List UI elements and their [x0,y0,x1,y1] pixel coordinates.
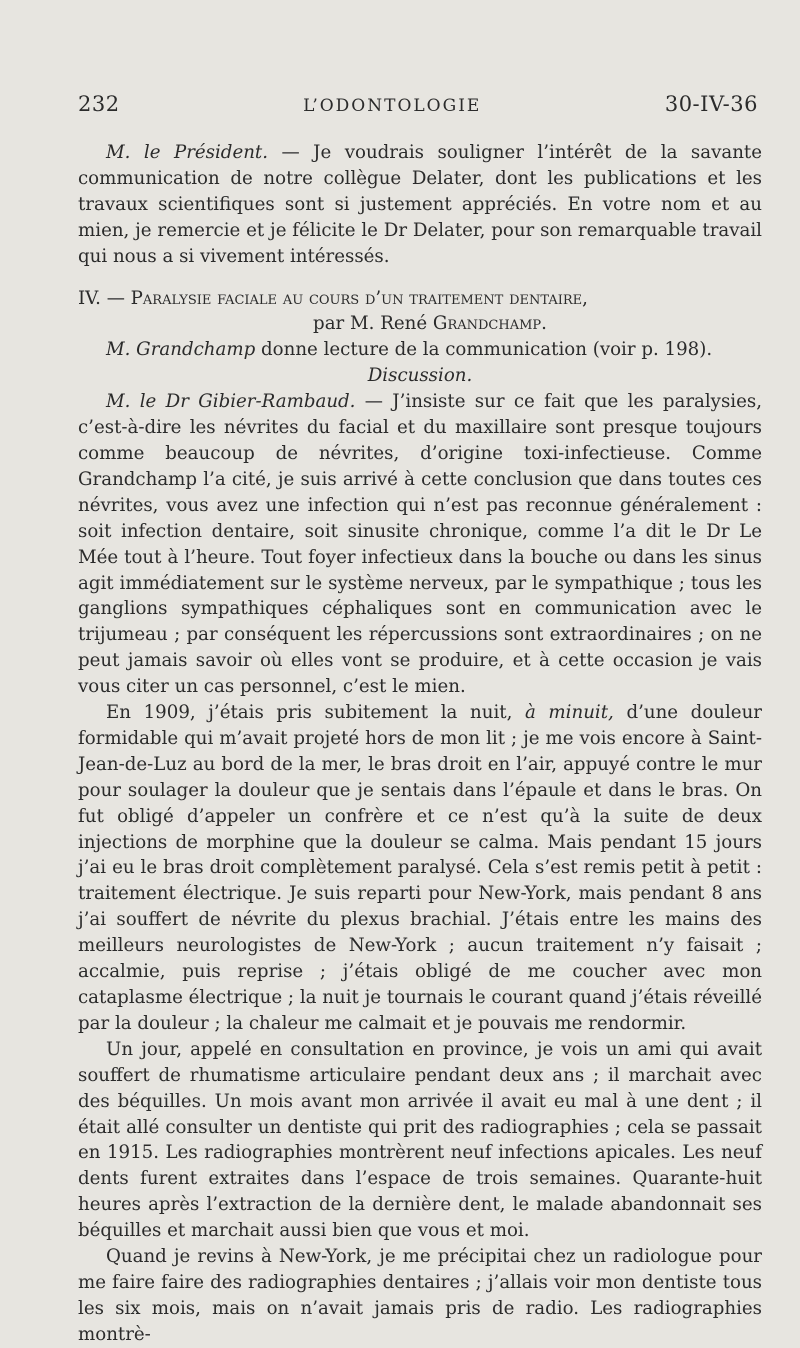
reading-paragraph [78,337,762,363]
discussion-heading: Discussion. [367,365,473,387]
president-paragraph [78,140,762,270]
page-number: 232 [78,92,120,116]
p1909-italic: à minuit, [524,702,614,724]
gibier-text: — J’insiste sur ce fait que les paralysies, c’est-à-dire les névrites du facial et du maxillaire sont presque toujours comme beaucoup de névrites, d’origine toxi-infectieuse. Comme Grandchamp l’a cité, je suis arrivé à cette conclusion que dans toutes ces névrites, vous avez une infection qui n’est pas reconnue généralement : soit infection dentaire, soit sinusite chronique, comme l’a dit le Dr Le Mée tout à l’heure. Tout foyer infectieux dans la bouche ou dans les sinus agit immédiatement sur le système nerveux, par le sympathique ; tous les ganglions sympathiques céphaliques sont en communication avec le trijumeau ; par conséquent les répercussions sont extraordinaires ; on ne peut jamais savoir où elles vont se produire, et à cette occasion je vais vous citer un cas personnel, c’est le mien. [78,391,762,698]
issue-date: 30-IV-36 [664,92,758,116]
speaker-president: M. le Président. [106,142,269,163]
body-text [78,140,762,1348]
paragraph-return: Quand je revins à New-York, je me précipitai chez un radiologue pour me faire faire des radiographies dentaires ; j’allais voir mon dentiste tous les six mois, mais on n’avait jamais pris de radio. Les radiographies montrè- [78,1246,762,1345]
president-text: — Je voudrais souligner l’intérêt de la savante communication de notre collègue Delater, dont les publications et les travaux scientifiques sont si justement appréciés. En votre nom et au mien, je remercie et je félicite le Dr Delater, pour son remarquable travail qui nous a si vivement intéressés. [78,142,762,267]
running-header [78,92,758,116]
section-number: IV. — [78,287,131,309]
p1909-after: d’une douleur formidable qui m’avait projeté hors de mon lit ; je me vois encore à Saint-Jean-de-Luz au bord de la mer, le bras droit en l’air, appuyé contre le mur pour soulager la douleur que je sentais dans l’épaule et dans le bras. On fut obligé d’appeler un confrère et ce n’est qu’à la suite de deux injections de morphine que la douleur se calma. Mais pendant 15 jours j’ai eu le bras droit complètement paralysé. Cela s’est remis petit à petit : traitement électrique. Je suis reparti pour New-York, mais pendant 8 ans j’ai souffert de névrite du plexus brachial. J’étais entre les mains des meilleurs neurologistes de New-York ; aucun traitement n’y faisait ; accalmie, puis reprise ; j’étais obligé de me coucher avec mon cataplasme électrique ; la nuit je tournais le courant quand j’étais réveillé par la douleur ; la chaleur me calmait et je pouvais me rendormir. [78,702,762,1034]
paragraph-consultation: Un jour, appelé en consultation en province, je vois un ami qui avait souffert de rhumatisme articulaire pendant deux ans ; il marchait avec des béquilles. Un mois avant mon arrivée il avait eu mal à une dent ; il était allé consulter un dentiste qui prit des radiographies ; cela se passait en 1915. Les radiographies montrèrent neuf infections apicales. Les neuf dents furent extraites dans l’espace de trois semaines. Quarante-huit heures après l’extraction de la dernière dent, le malade abandonnait ses béquilles et marchait aussi bien que vous et moi. [78,1038,762,1242]
reading-text: donne lecture de la communication (voir p. 198). [255,339,713,361]
journal-title: L’ODONTOLOGIE [303,96,482,116]
paragraph-1909 [78,700,762,1037]
gibier-paragraph [78,389,762,700]
section-title: Paralysie faciale au cours d’un traitement dentaire, [130,287,588,309]
byline-name: Grandchamp. [432,313,547,335]
section-byline [78,311,762,337]
speaker-grandchamp: M. Grandchamp [106,339,256,361]
p1909-before: En 1909, j’étais pris subitement la nuit, [106,702,525,724]
speaker-gibier: M. le Dr Gibier-Rambaud. [106,391,356,413]
section-heading [78,286,762,338]
byline-prefix: par M. René [313,313,433,335]
